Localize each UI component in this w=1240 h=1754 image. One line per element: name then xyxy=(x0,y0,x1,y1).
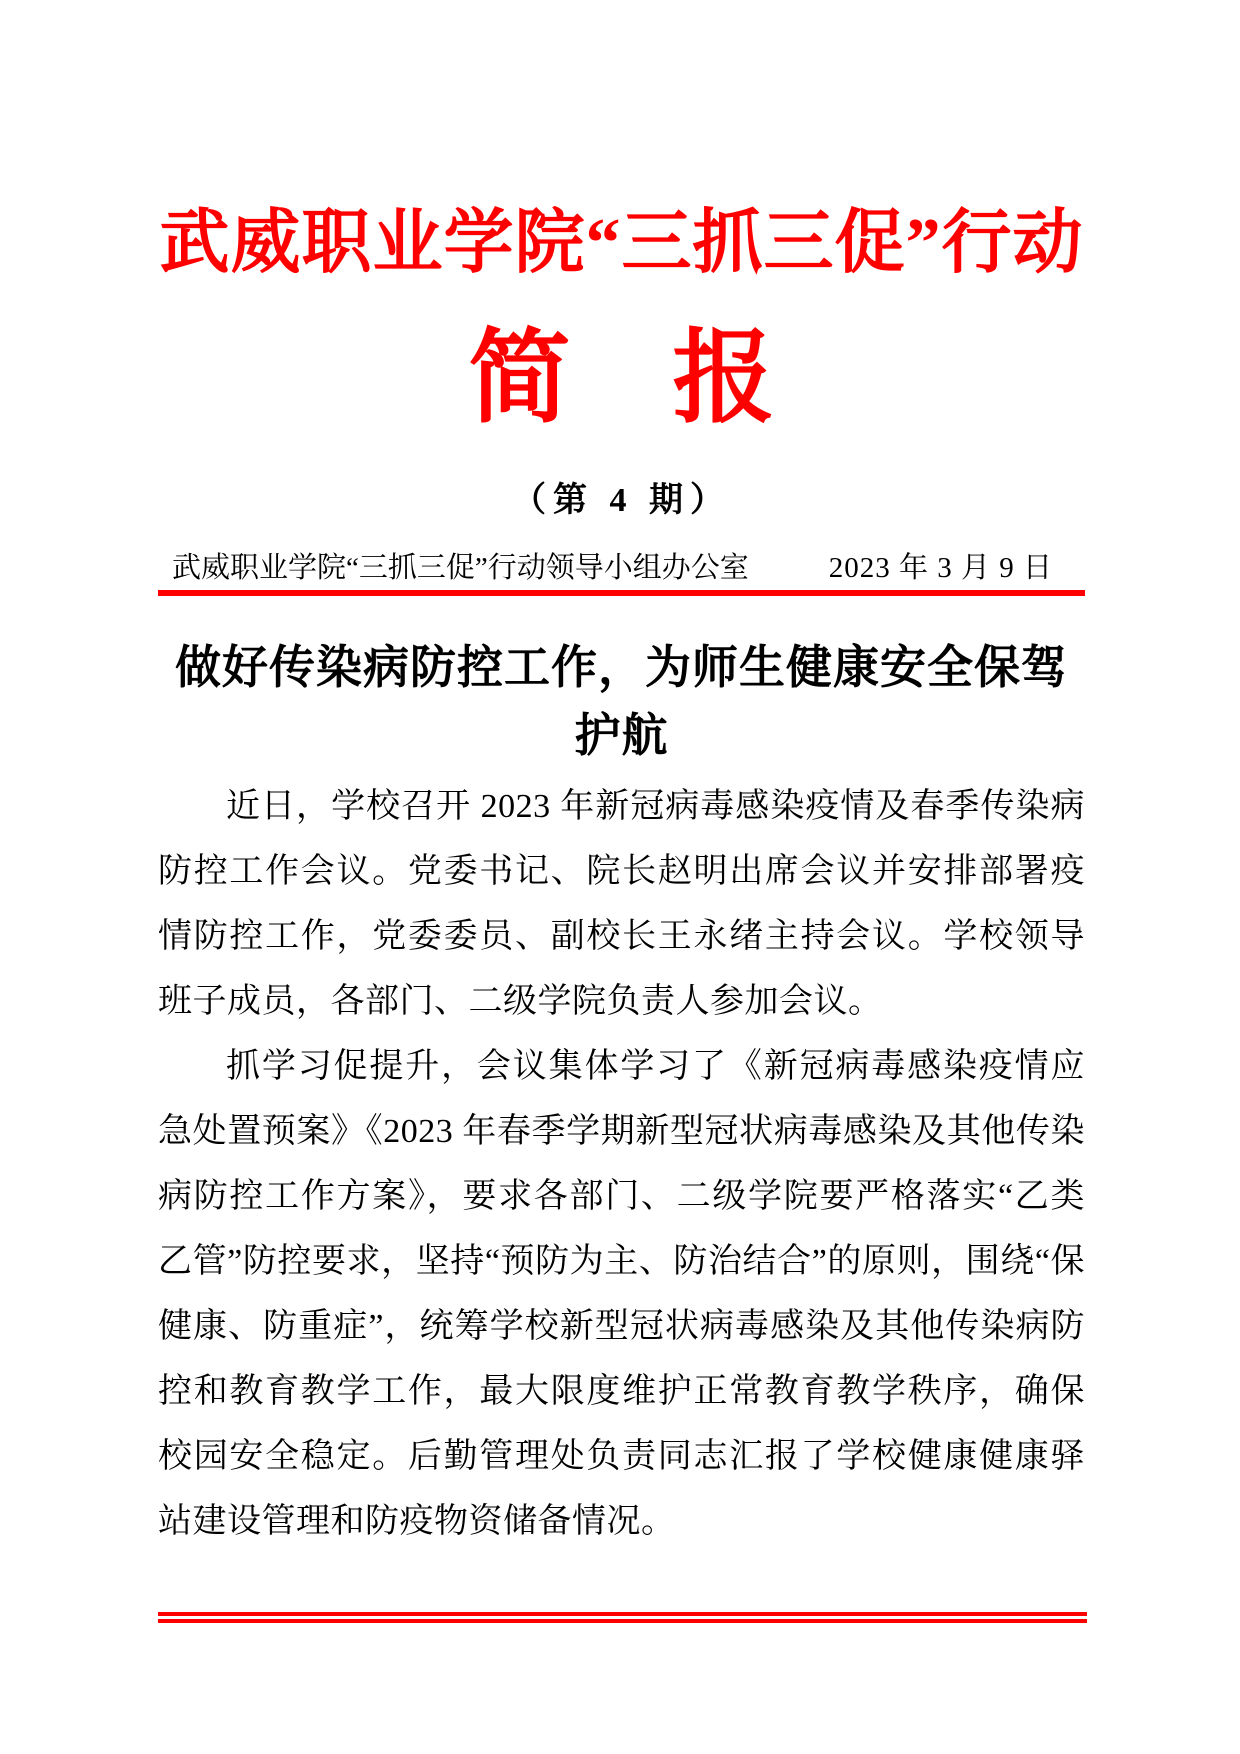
footer-rule-bottom xyxy=(158,1619,1087,1623)
article-heading: 做好传染病防控工作，为师生健康安全保驾护航 xyxy=(175,642,1068,761)
footer-rule-top xyxy=(158,1612,1087,1616)
paragraph-1: 近日，学校召开 2023 年新冠病毒感染疫情及春季传染病防控工作会议。党委书记、院长赵明出席会议并安排部署疫情防控工作，党委委员、副校长王永绪主持会议。学校领导班子成员，各部门、二级学院负责人参加会议。 xyxy=(158,788,1085,1020)
article-body xyxy=(158,774,1085,1554)
issuing-office: 武威职业学院“三抓三促”行动领导小组办公室 xyxy=(172,552,749,584)
masthead-title: 武威职业学院“三抓三促”行动 xyxy=(159,205,1084,282)
article xyxy=(158,634,1085,1554)
paragraph-2: 抓学习促提升，会议集体学习了《新冠病毒感染疫情应急处置预案》《2023 年春季学期新型冠状病毒感染及其他传染病防控工作方案》，要求各部门、二级学院要严格落实“乙类乙管”防控要求，坚持“预防为主、防治结合”的原则，围绕“保健康、防重症”，统筹学校新型冠状病毒感染及其他传染病防控和教育教学工作，最大限度维护正常教育教学秩序，确保校园安全稳定。后勤管理处负责同志汇报了学校健康健康驿站建设管理和防疫物资储备情况。 xyxy=(158,1048,1085,1540)
masthead xyxy=(158,198,1085,596)
issue-number: （第 4 期） xyxy=(512,482,731,519)
footer-rules xyxy=(158,1612,1087,1623)
masthead-subtitle: 简 报 xyxy=(468,323,775,436)
masthead-rule xyxy=(158,590,1085,596)
issue-info-row xyxy=(158,550,1085,586)
issue-date: 2023 年 3 月 9 日 xyxy=(828,552,1053,584)
